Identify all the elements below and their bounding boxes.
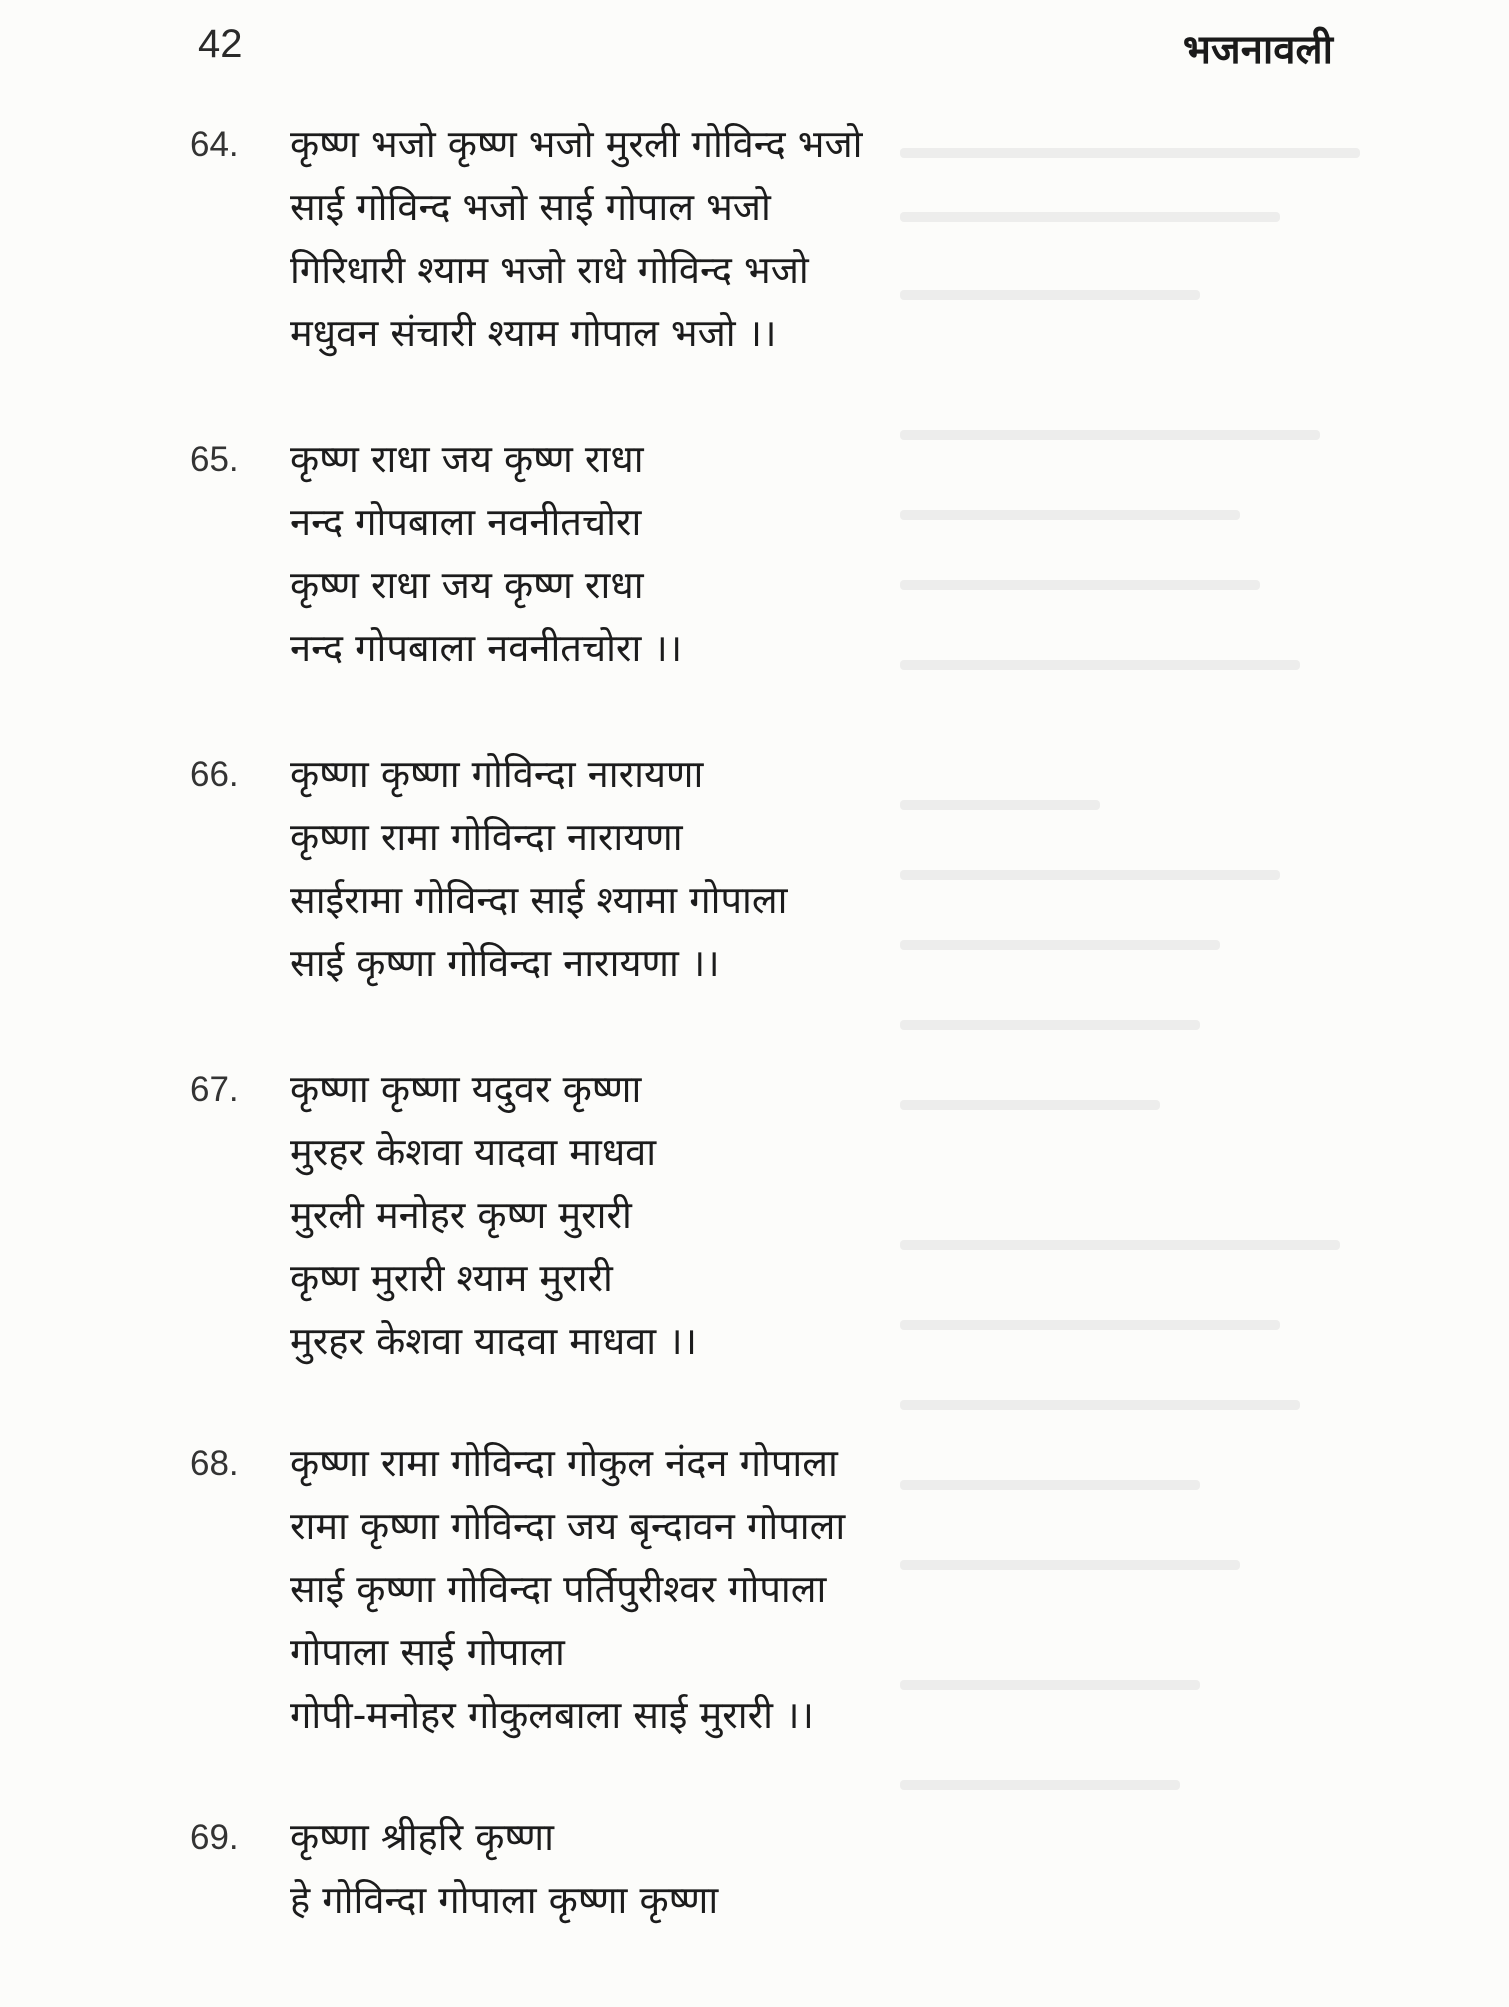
bhajan-line: कृष्ण भजो कृष्ण भजो मुरली गोविन्द भजो [290, 122, 863, 166]
bhajan-line: कृष्णा कृष्णा यदुवर कृष्णा [290, 1067, 642, 1111]
bhajan-lines [290, 113, 863, 365]
bhajan-line: हे गोविन्दा गोपाला कृष्णा कृष्णा [290, 1878, 719, 1922]
show-through-mark [900, 1400, 1300, 1410]
bhajan-line: साई कृष्णा गोविन्दा नारायणा ।। [290, 941, 720, 985]
bhajan-line: गोपी-मनोहर गोकुलबाला साई मुरारी ।। [290, 1693, 814, 1737]
show-through-mark [900, 800, 1100, 810]
bhajan-line: नन्द गोपबाला नवनीतचोरा ।। [290, 626, 683, 670]
show-through-mark [900, 1020, 1200, 1030]
show-through-mark [900, 212, 1280, 222]
bhajan-line: कृष्णा कृष्णा गोविन्दा नारायणा [290, 752, 704, 796]
bhajan-number: 66. [190, 755, 239, 794]
bhajan-line: मधुवन संचारी श्याम गोपाल भजो ।। [290, 311, 777, 355]
bhajan-lines [290, 1432, 845, 1747]
bhajan-line: साई गोविन्द भजो साई गोपाल भजो [290, 185, 771, 229]
bhajan-lines [290, 428, 682, 680]
show-through-mark [900, 148, 1360, 158]
show-through-mark [900, 1480, 1200, 1490]
bhajan-line: गिरिधारी श्याम भजो राधे गोविन्द भजो [290, 248, 809, 292]
show-through-mark [900, 1100, 1160, 1110]
bhajan-line: कृष्णा श्रीहरि कृष्णा [290, 1815, 554, 1859]
show-through-mark [900, 290, 1200, 300]
bhajan-line: कृष्ण राधा जय कृष्ण राधा [290, 563, 644, 607]
show-through-mark [900, 870, 1280, 880]
show-through-mark [900, 1240, 1340, 1250]
bhajan-line: कृष्ण मुरारी श्याम मुरारी [290, 1256, 613, 1300]
bhajan-number: 69. [190, 1818, 239, 1857]
bhajan-line: मुरली मनोहर कृष्ण मुरारी [290, 1193, 632, 1237]
bhajan-line: साईरामा गोविन्दा साई श्यामा गोपाला [290, 878, 788, 922]
bhajan-line: कृष्णा रामा गोविन्दा नारायणा [290, 815, 683, 859]
bhajan-lines [290, 1058, 697, 1373]
bhajan-line: कृष्ण राधा जय कृष्ण राधा [290, 437, 644, 481]
show-through-mark [900, 940, 1220, 950]
bhajan-line: कृष्णा रामा गोविन्दा गोकुल नंदन गोपाला [290, 1441, 838, 1485]
bhajan-line: मुरहर केशवा यादवा माधवा ।। [290, 1319, 698, 1363]
show-through-mark [900, 510, 1240, 520]
bhajan-line: साई कृष्णा गोविन्दा पर्तिपुरीश्वर गोपाला [290, 1567, 827, 1611]
show-through-mark [900, 1560, 1240, 1570]
show-through-mark [900, 580, 1260, 590]
page-number: 42 [198, 22, 243, 66]
bhajan-lines [290, 1806, 718, 1932]
show-through-mark [900, 1320, 1280, 1330]
bhajan-number: 68. [190, 1444, 239, 1483]
show-through-mark [900, 660, 1300, 670]
show-through-mark [900, 1780, 1180, 1790]
bhajan-lines [290, 743, 787, 995]
show-through-mark [900, 430, 1320, 440]
running-header-title: भजनावली [1182, 27, 1333, 73]
bhajan-number: 64. [190, 125, 239, 164]
bhajan-line: नन्द गोपबाला नवनीतचोरा [290, 500, 642, 544]
bhajan-line: गोपाला साई गोपाला [290, 1630, 565, 1674]
bhajan-number: 65. [190, 440, 239, 479]
bhajan-line: रामा कृष्णा गोविन्दा जय बृन्दावन गोपाला [290, 1504, 846, 1548]
bhajan-line: मुरहर केशवा यादवा माधवा [290, 1130, 657, 1174]
bhajan-number: 67. [190, 1070, 239, 1109]
show-through-mark [900, 1680, 1200, 1690]
